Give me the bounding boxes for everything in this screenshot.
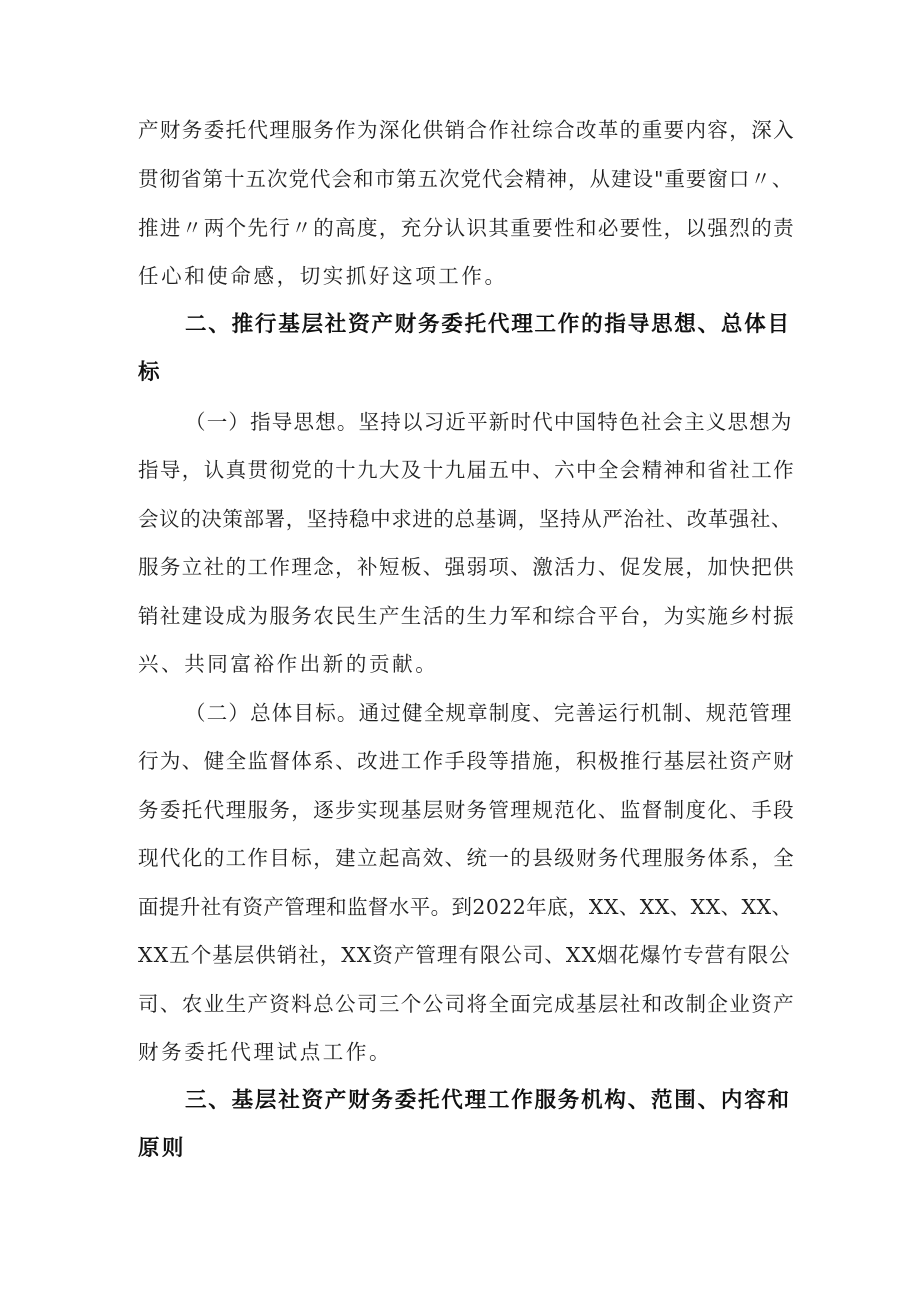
intro-paragraph-line: 产财务委托代理服务作为深化供销合作社综合改革的重要内容，深入 <box>138 118 795 142</box>
intro-paragraph-line: 贯彻省第十五次党代会和市第五次党代会精神，从建设"重要窗口〃、 <box>138 167 794 191</box>
overall-goal-line: XX五个基层供销社，XX资产管理有限公司、XX烟花爆竹专营有限公 <box>138 943 791 967</box>
section-heading-2-continued: 标 <box>138 360 162 385</box>
guiding-thought-line: （一）指导思想。坚持以习近平新时代中国特色社会主义思想为 <box>185 410 793 434</box>
overall-goal-line: 务委托代理服务，逐步实现基层财务管理规范化、监督制度化、手段 <box>138 798 795 822</box>
guiding-thought-line: 销社建设成为服务农民生产生活的生力军和综合平台，为实施乡村振 <box>138 604 795 628</box>
guiding-thought-line: 兴、共同富裕作出新的贡献。 <box>138 652 439 676</box>
intro-paragraph-line: 任心和使命感，切实抓好这项工作。 <box>138 264 508 288</box>
overall-goal-line: 现代化的工作目标，建立起高效、统一的县级财务代理服务体系，全 <box>138 846 795 870</box>
section-heading-3: 三、基层社资产财务委托代理工作服务机构、范围、内容和 <box>185 1088 791 1113</box>
overall-goal-line: （二）总体目标。通过健全规章制度、完善运行机制、规范管理 <box>185 701 793 725</box>
overall-goal-line: 司、农业生产资料总公司三个公司将全面完成基层社和改制企业资产 <box>138 992 795 1016</box>
guiding-thought-line: 服务立社的工作理念，补短板、强弱项、激活力、促发展，加快把供 <box>138 555 795 579</box>
guiding-thought-line: 指导，认真贯彻党的十九大及十九届五中、六中全会精神和省社工作 <box>138 458 795 482</box>
overall-goal-line: 财务委托代理试点工作。 <box>138 1040 393 1064</box>
intro-paragraph-line: 推进〃两个先行〃的高度，充分认识其重要性和必要性，以强烈的责 <box>138 216 795 240</box>
section-heading-2: 二、推行基层社资产财务委托代理工作的指导思想、总体目 <box>185 312 791 337</box>
overall-goal-line: 行为、健全监督体系、改进工作手段等措施，积极推行基层社资产财 <box>138 749 795 773</box>
guiding-thought-line: 会议的决策部署，坚持稳中求进的总基调，坚持从严治社、改革强社、 <box>138 507 793 531</box>
overall-goal-line: 面提升社有资产管理和监督水平。到2022年底，XX、XX、XX、XX、 <box>138 895 793 919</box>
section-heading-3-continued: 原则 <box>138 1136 186 1161</box>
